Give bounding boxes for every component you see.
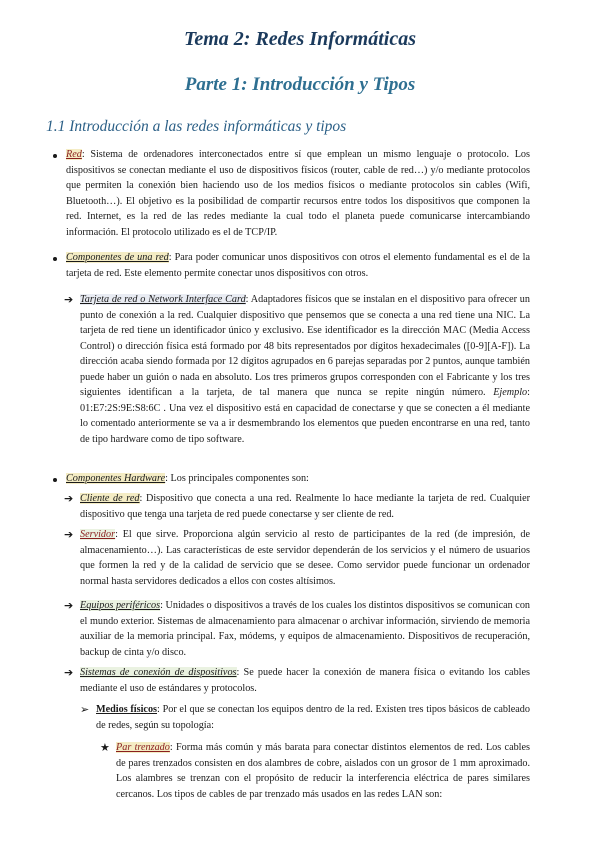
paragraph-perifericos: [80, 598, 530, 660]
paragraph-servidor: [80, 527, 530, 589]
star-icon: ★: [100, 741, 110, 754]
arrow-right-icon: ➔: [64, 492, 74, 505]
paragraph-hardware: [66, 471, 530, 487]
arrow-right-icon: ➔: [64, 293, 74, 306]
arrow-right-icon: ➔: [64, 599, 74, 612]
text-medios: : Por el que se conectan los equipos dentro de la red. Existen tres tipos básicos de cableado de redes, según su topología:: [96, 704, 530, 731]
term-componentes: Componentes de una red: [66, 252, 169, 263]
term-perifericos: Equipos periféricos: [80, 600, 161, 611]
paragraph-medios: [96, 702, 530, 733]
text-red: : Sistema de ordenadores interconectados entre sí que emplean un mismo lenguaje o protocolo. Los dispositivos se conectan mediante el uso de dispositivos físicos (router, cable de red…) y/o mediante protocolos que permiten la conexión bien haciendo uso de los medios físicos o mediante protocolos sin cables (Wifi, Bluetooth…). El objetivo es la posibilidad de compartir recursos entre todos los dispositivos que componen la red. Internet, es la red de las redes mediante la cual todo el planeta puede comunicarse intercambiando información. El protocolo utilizado es el de TCP/IP.: [66, 149, 530, 238]
arrow-right-icon: ➔: [64, 528, 74, 541]
paragraph-red: [66, 147, 530, 240]
text-servidor: : El que sirve. Proporciona algún servicio al resto de participantes de la red (de impresión, de almacenamiento…). Las características de este servidor dependerán de los servicios y el número de usuarios que formen la red y de la calidad de servicio que se desee. Como servidor puede funcionar un ordenador normal hasta servidores dedicados a ellos con costes altísimos.: [80, 529, 530, 587]
triangle-arrow-icon: ➢: [80, 703, 90, 716]
term-sistemas: Sistemas de conexión de dispositivos: [80, 667, 237, 678]
term-red: Red: [66, 149, 82, 160]
arrow-right-icon: ➔: [64, 666, 74, 679]
paragraph-tarjeta: [80, 292, 530, 447]
example-label: Ejemplo: [493, 387, 528, 398]
text-perifericos: : Unidades o dispositivos a través de los cuales los distintos dispositivos se comunican con el mundo exterior. Sistemas de almacenamiento para almacenar o archivar información, sirviendo de memoria auxiliar de la memoria principal. Fax, módems, y equipos de almacenamiento. Dispositivos de recuperación, backup de cinta y/o disco.: [80, 600, 530, 658]
text-hardware: : Los principales componentes son:: [165, 473, 309, 484]
document-title: Tema 2: Redes Informáticas: [183, 28, 417, 50]
term-hardware: Componentes Hardware: [66, 473, 166, 484]
text-par: : Forma más común y más barata para conectar distintos elementos de red. Los cables de pares trenzados consisten en dos alambres de cobre, aislados con un grosor de 1 mm aproximado. Los alambres se trenzan con el propósito de reducir la interferencia eléctrica de pares similares cercanos. Los tipos de cables de par trenzado más usados en las redes LAN son:: [116, 742, 530, 800]
term-medios: Medios físicos: [96, 704, 158, 715]
text-cliente: : Dispositivo que conecta a una red. Realmente lo hace mediante la tarjeta de red. Cualquier dispositivo que tenga una tarjeta de red puede conectarse y ser cliente de red.: [80, 493, 530, 520]
bullet-dot-icon: [53, 154, 57, 158]
text-componentes: : Para poder comunicar unos dispositivos con otros el elemento fundamental es el de la tarjeta de red. Este elemento permite conectar unos dispositivos con otros.: [66, 252, 530, 279]
paragraph-componentes: [66, 250, 530, 281]
text-tarjeta-2: : 01:E7:2S:9E:S8:6C . Una vez el dispositivo está en capacidad de conectarse y que se conecten a él mediante lo comentado anteriormente se va a ir desmembrando los elementos que pueden encontrarse en una red, tanto de tipo hardware como de tipo software.: [80, 387, 530, 445]
term-par: Par trenzado: [116, 742, 170, 753]
term-servidor: Servidor: [80, 529, 116, 540]
section-heading: 1.1 Introducción a las redes informáticas y tipos: [46, 118, 347, 135]
text-tarjeta-1: : Adaptadores físicos que se instalan en el dispositivo para ofrecer un punto de conexión a la red. Cualquier dispositivo que pensemos que se conecta a una red tiene una NIC. La tarjeta de red tiene un identificador único y exclusivo. Ese identificador es la dirección MAC (Media Access Control) o dirección física está formado por 48 bits representados por dígitos hexadecimales ([0-9][A-F]). La dirección acaba siendo formada por 12 dígitos agrupados en 6 parejas separadas por 2 puntos, aunque también puede haber un guión o nada en absoluto. Los tres primeros grupos corresponden con el Fabricante y los tres siguientes identifican a la tarjeta, de tal manera que nunca se repite ningún número.: [80, 294, 530, 398]
bullet-dot-icon: [53, 478, 57, 482]
term-tarjeta: Tarjeta de red o Network Interface Card: [80, 294, 246, 305]
bullet-dot-icon: [53, 257, 57, 261]
term-cliente: Cliente de red: [80, 493, 140, 504]
text-sistemas: : Se puede hacer la conexión de manera física o evitando los cables mediante el uso de estándares y protocolos.: [80, 667, 530, 694]
document-subtitle: Parte 1: Introducción y Tipos: [184, 74, 416, 95]
paragraph-par: [116, 740, 530, 802]
paragraph-cliente: [80, 491, 530, 522]
paragraph-sistemas: [80, 665, 530, 696]
